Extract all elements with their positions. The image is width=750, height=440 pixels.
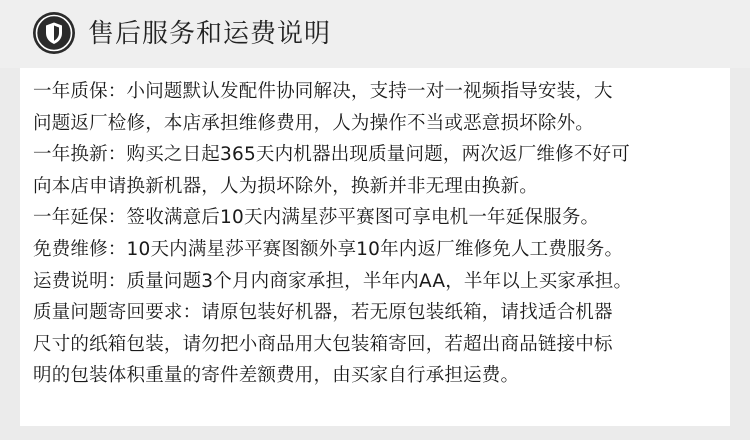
- section-header: [0, 0, 750, 68]
- page-title: 售后服务和运费说明: [88, 19, 332, 49]
- policy-text-panel: [20, 68, 730, 426]
- policy-line: 免费维修：10天内满星莎平赛图额外享10年内返厂维修免人工费服务。: [33, 238, 624, 260]
- shield-icon: [32, 11, 76, 55]
- policy-line: 明的包装体积重量的寄件差额费用，由买家自行承担运费。: [33, 365, 520, 387]
- policy-line: 一年延保：签收满意后10天内满星莎平赛图可享电机一年延保服务。: [33, 207, 600, 229]
- policy-line: 问题返厂检修，本店承担维修费用，人为操作不当或恶意损坏除外。: [33, 112, 595, 134]
- policy-line: 一年质保：小问题默认发配件协同解决，支持一对一视频指导安装，大: [33, 81, 613, 102]
- policy-line: 运费说明：质量问题3个月内商家承担，半年内AA，半年以上买家承担。: [33, 270, 633, 292]
- policy-line: 一年换新：购买之日起365天内机器出现质量问题，两次返厂维修不好可: [33, 144, 630, 166]
- policy-line: 向本店申请换新机器，人为损坏除外，换新并非无理由换新。: [33, 175, 538, 197]
- policy-line: 尺寸的纸箱包装，请勿把小商品用大包装箱寄回，若超出商品链接中标: [33, 333, 613, 355]
- policy-line: 质量问题寄回要求：请原包装好机器，若无原包装纸箱，请找适合机器: [33, 302, 613, 324]
